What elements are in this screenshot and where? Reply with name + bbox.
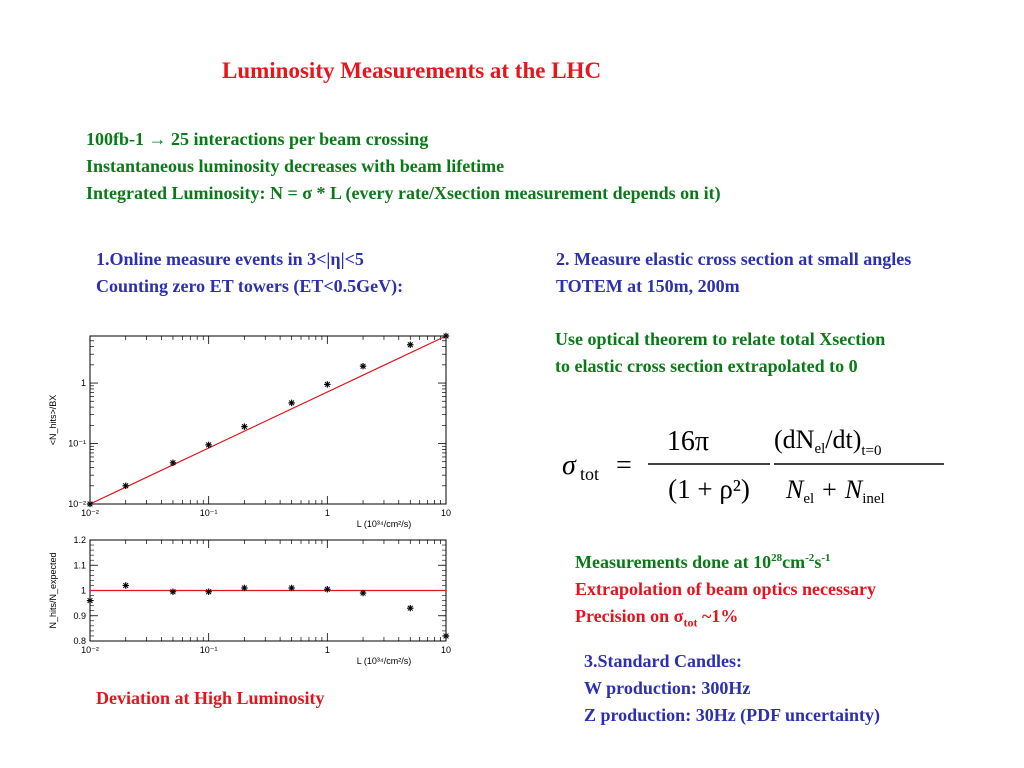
section-1-line-2: Counting zero ET towers (ET<0.5GeV): (96, 276, 404, 296)
y-tick-label: 0.9 (73, 610, 86, 621)
standard-candles-block (584, 648, 880, 729)
x-axis-label: L (10³⁴/cm²/s) (356, 656, 412, 666)
data-point (407, 342, 413, 348)
fit-line (90, 336, 446, 504)
formula-den-2: Nel + Ninel (786, 475, 885, 507)
x-axis-label: L (10³⁴/cm²/s) (356, 519, 412, 529)
x-tick-label: 1 (324, 508, 330, 518)
y-tick-label: 1 (80, 585, 86, 596)
y-axis-label: <N_hits>/BX (48, 394, 58, 446)
candles-line-2: W production: 300Hz (584, 678, 751, 698)
measurements-block (575, 545, 876, 637)
y-tick-label: 10⁻¹ (68, 438, 86, 449)
data-point (205, 589, 211, 595)
formula-num-2: $(dNel/dt)_{t=0}$ (774, 425, 882, 459)
section-2-line-2: TOTEM at 150m, 200m (556, 276, 740, 296)
x-tick-label: 10⁻² (81, 645, 99, 655)
formula-lhs-sub: tot (580, 464, 600, 484)
data-point (360, 363, 366, 369)
section-2-line-1: 2. Measure elastic cross section at small angles (556, 249, 912, 269)
y-tick-label: 0.8 (73, 636, 86, 646)
formula-den-1: (1 + ρ²) (668, 474, 750, 504)
data-point (123, 483, 129, 489)
section-2-heading (556, 246, 911, 300)
x-tick-label: 10⁻² (81, 508, 99, 518)
candles-line-3: Z production: 30Hz (PDF uncertainty) (584, 705, 880, 725)
measurements-line-3: Precision on $\sigma_{tot}$ ~1% (575, 606, 739, 630)
section-1-line-1: 1.Online measure events in 3<|η|<5 (96, 249, 364, 269)
data-point (87, 501, 93, 507)
x-tick-label: 10⁻¹ (199, 645, 218, 655)
y-tick-label: 1.2 (73, 535, 86, 545)
x-tick-label: 1 (324, 645, 330, 655)
y-tick-label: 1 (80, 378, 86, 389)
optical-line-1: Use optical theorem to relate total Xsection (555, 329, 886, 349)
y-axis-label: N_hits/N_expected (48, 552, 58, 629)
data-point (241, 423, 247, 429)
charts-figure (30, 322, 470, 668)
measurements-line-2: Extrapolation of beam optics necessary (575, 579, 876, 599)
formula-svg (560, 418, 960, 510)
intro-block (86, 126, 721, 207)
section-1-heading (96, 246, 403, 300)
formula-lhs: σ (562, 450, 576, 481)
data-point (170, 589, 176, 595)
y-tick-label: 10⁻² (68, 499, 86, 509)
data-point (170, 460, 176, 466)
x-tick-label: 10⁻¹ (199, 508, 218, 518)
intro-line-2: Instantaneous luminosity decreases with beam lifetime (86, 156, 505, 176)
x-tick-label: 10 (440, 508, 452, 518)
data-point (87, 597, 93, 603)
data-point (288, 400, 294, 406)
ratio-scatter-chart (48, 535, 451, 666)
optical-theorem-text (555, 326, 885, 380)
y-tick-label: 1.1 (73, 560, 86, 571)
data-point (324, 381, 330, 387)
data-point (205, 442, 211, 448)
data-point (407, 605, 413, 611)
data-point (241, 585, 247, 591)
data-point (288, 585, 294, 591)
formula-num-1: 16π (666, 426, 710, 457)
intro-line-1: 100fb-1 → 25 interactions per beam crossing (86, 129, 429, 149)
candles-line-1: 3.Standard Candles: (584, 651, 743, 671)
data-point (123, 582, 129, 588)
optical-line-2: to elastic cross section extrapolated to 0 (555, 356, 858, 376)
data-point (443, 333, 449, 339)
deviation-note: Deviation at High Luminosity (96, 688, 325, 708)
luminosity-scatter-chart (48, 333, 451, 529)
sigma-tot-formula (560, 418, 960, 515)
x-tick-label: 10 (440, 645, 452, 655)
data-point (360, 590, 366, 596)
formula-equals: = (616, 450, 632, 481)
data-point (324, 586, 330, 592)
page-title: Luminosity Measurements at the LHC (222, 58, 602, 83)
measurements-line-1: Measurements done at $10^{28}cm^{-2}s^{-1}$ (575, 552, 831, 572)
intro-line-3: Integrated Luminosity: N = σ * L (every rate/Xsection measurement depends on it) (86, 183, 721, 203)
data-point (443, 633, 449, 639)
